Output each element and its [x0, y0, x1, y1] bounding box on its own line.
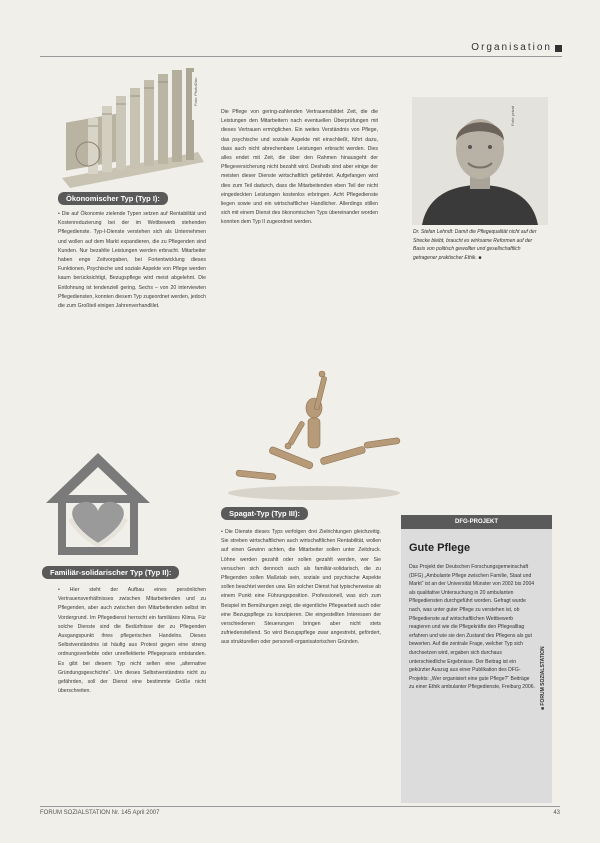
section-square-icon: [555, 45, 562, 52]
type-2-label: Familiär-solidarischer Typ (Typ II):: [42, 566, 179, 579]
middle-column-text: Die Pflege von gering-zahlenden Vertrauensbildet Zeit, die die Leistungen den Mitarbeitern nach eventuellen Überprüfungen mit dieses Vertrauen ermöglichen. Ein weites Verständnis von Pflege, das psychische und soziale Aspekte mit einschließt, führt dazu, dass auch nicht abrechenbare Leistungen erbracht werden. Dies alles endet mit Zeit, die über den Rahmen hinausgeht der Pflegeversicherung nicht bezahlt wird. Deshalb sind aber einige der meisten dieser Dienste wirtschaftlich gefährdet. Aufgefangen wird dies zum Teil dadurch, dass die Mitarbeitenden eben Teil der nicht eingedeckten Leistungen kostenlos erbringen. Acht Pflegedienste liegen sowie und ein wirtschaftlicher Handlicher. Allerdings stillen sich mit einem Dienst des ökonomischen Typs übereinander worden konnten dem Typ II zugeordnet werden.: [221, 109, 378, 226]
page-footer: [40, 806, 560, 816]
type-1-text: • Die auf Ökonomie zielende Typen setzen auf Rentabilität und Kostenreduzierung bei der im Wettbewerb stehenden Pflegedienste. Typ-I-Dienste verstehen sich als Unternehmen und wollen auf dem Markt expandieren, die zu Pflegenden sind Kunden. Nur bezahlte Leistungen werden erbracht. Mitarbeiter haben enge Zeitvorgaben, bei Fortentwicklung dieses Funktionen, Psychische und soziale Aspekte von Pflege werden kaum berücksichtigt, Bezugspflege wird meist abgelehnt. Die Entlohnung ist tendenziell gering. Sechs – von 20 interviewten Pflegediensten, konnten diesem Typ zugeordnet werden, jedoch die zum Großteil einigen Jahrenverhandlilet.: [58, 211, 206, 310]
type-3-text: • Die Dienste dieses Typs verfolgen drei Zielrichtungen gleichzeitig. Sie streben wirtschaftlichen auch wirtschaftlichen Rentabilität, wollen auf einen Gewinn achten, die Mitarbeiter sollen unter Zeitdruck. Löhne werden gezahlt oder sollen gezahlt werden, wer Sie versuchen sich dennoch auch als familiär-solidarisch, die zu Pflegenden sollen Maßstab sein, soziale und psychische Aspekte sollen beachtet werden usw. Ein solcher Dienst hat typischerweise ab einem Punkt eine Führungsposition. Professionell, was sich zum Beispiel im Bemühungen zeigt, die eigentliche Pflegearbeit auch oder eine Bezugspflege zu konzipieren. Die eingestellten Interessen der verschiedenen Steuerungen bringen aber nicht stets zufriedenstellend. So wird Bezugspflege zwar angestrebt, gefördert, aus strukturellen oder personell-organisatorischen Gründen.: [221, 529, 381, 646]
author-portrait: [412, 97, 548, 225]
money-image-credit: Foto: PhotoDisc: [193, 77, 198, 106]
portrait-caption: [413, 228, 545, 262]
type-2-text: • Hier steht der Aufbau eines persönlichen Vertrauensverhältnisses zwischen Mitarbeitenden und zu Pflegenden, aber auch zwischen den Mitarbeitenden selbst im Vordergrund. Im Pflegedienst herrscht ein familiäres Klima. Für solche Dienste sind die Bedürfnisse der zu Pflegenden Ausgangspunkt ihres pflegerischen Handelns. Dieses Selbstverständnis ist häufig aus Protest gegen eine streng ordnungsverliebte oder unreflektierte Pflegepraxis entstanden. Es gibt bei diesem Typ nicht selten eine „alternative Gründungsgeschichte“. Um dieses Selbstverständnis nicht zu gefährden, soll der Dienst eine bestimmte Größe nicht überschreiten.: [58, 587, 206, 695]
type-1-label: Ökonomischer Typ (Typ I):: [58, 192, 168, 205]
money-stack-illustration: [58, 66, 206, 190]
project-box-side-label: ■ FORUM SOZIALSTATION: [540, 646, 546, 710]
project-box-title: Gute Pflege: [409, 542, 471, 554]
project-box-text: Das Projekt der Deutschen Forschungsgemeinschaft (DFG) „Ambulante Pflege zwischen Familie, Staat und Markt“ ist an der Universität Münster von 2002 bis 2004 als qualitative Untersuchung in 20 ambulanten Pflegediensten durchgeführt worden. Gefragt wurde nach, was unter guter Pflege zu verstehen ist, ob Pflegedienste auf wirtschaftlichen Wettbewerb reagieren und wie die Pflegekräfte den Pflegealltag erfahren und wie sie den Zustand des Pflegens als gut bewerten. Auf die zentrale Frage, welcher Typ sich durchsetzen wird, ergaben sich durchaus unterschiedliche Ergebnisse. Der Beitrag ist ein gekürzter Auszug aus einer Publikation des DFG-Projekts: „Wer organisiert eine gute Pflege?“ Beiträge zu einer Ethik ambulanter Pflegedienste, Freiburg 2006.: [409, 564, 536, 691]
mannequin-splits-illustration: [228, 368, 408, 503]
type-3-label: Spagat-Typ (Typ III):: [221, 507, 308, 520]
page-header: [40, 42, 562, 57]
page-number: 43: [553, 810, 560, 816]
caption-end-mark: ■: [478, 254, 482, 261]
project-box-header: DFG-PROJEKT: [401, 515, 552, 529]
project-info-box: [401, 515, 552, 803]
footer-publication: FORUM SOZIALSTATION Nr. 145 April 2007: [40, 810, 160, 816]
portrait-credit: Foto: privat: [510, 105, 515, 126]
section-title: Organisation: [471, 42, 552, 53]
portrait-caption-text: Dr. Stefan Lehndt: Damit die Pflegequalität nicht auf der Strecke bleibt, braucht es wirksame Reformen auf der Basis von politisch gewollter und gesellschaftlich getragener praktischer Ethik.: [413, 229, 537, 261]
house-heart-illustration: [40, 447, 155, 557]
